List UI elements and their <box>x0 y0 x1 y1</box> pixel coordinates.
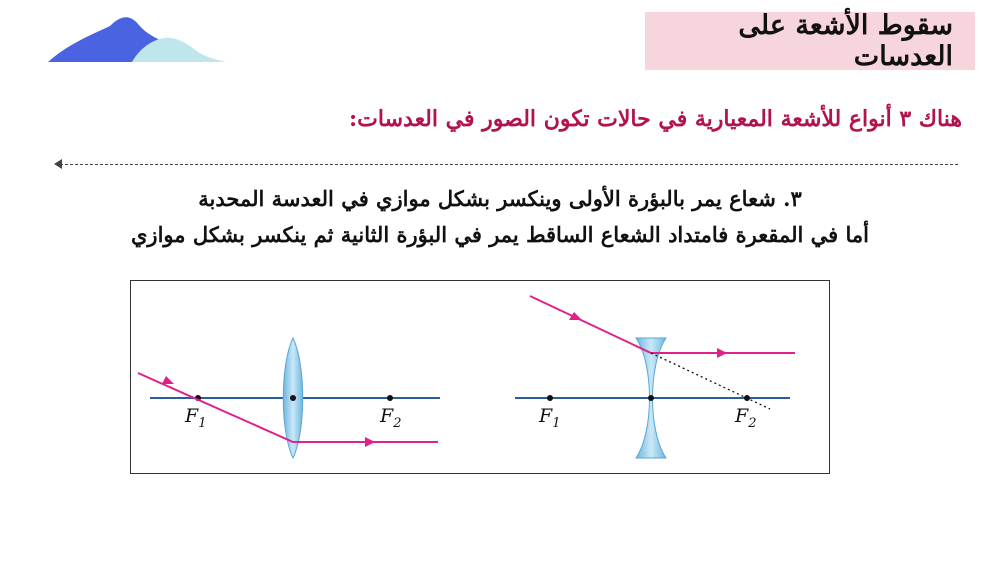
section-subtitle: هناك ٣ أنواع للأشعة المعيارية في حالات تكون الصور في العدسات: <box>349 106 962 132</box>
lens-ray-diagram <box>130 280 830 474</box>
rule-line-2: أما في المقعرة فامتداد الشعاع الساقط يمر في البؤرة الثانية ثم ينكسر بشكل موازي <box>131 222 869 247</box>
convex-center-point <box>290 395 296 401</box>
diagram-frame <box>131 281 830 474</box>
convex-focus-2-point <box>387 395 393 401</box>
convex-focus-2-label: $F_2$ <box>380 405 402 431</box>
arrow-left-icon <box>54 159 62 169</box>
concave-focus-1-point <box>547 395 553 401</box>
concave-focus-2-label: $F_2$ <box>735 405 757 431</box>
rule-line-1: ٣. شعاع يمر بالبؤرة الأولى وينكسر بشكل موازي في العدسة المحدبة <box>198 186 802 211</box>
dashed-divider <box>60 164 958 165</box>
title-banner <box>645 12 975 70</box>
page-title: سقوط الأشعة على العدسات <box>738 10 953 72</box>
concave-focus-1-label: $F_1$ <box>539 405 561 431</box>
concave-center-point <box>648 395 654 401</box>
mountains-logo-icon <box>48 10 228 66</box>
convex-focus-1-label: $F_1$ <box>185 405 207 431</box>
